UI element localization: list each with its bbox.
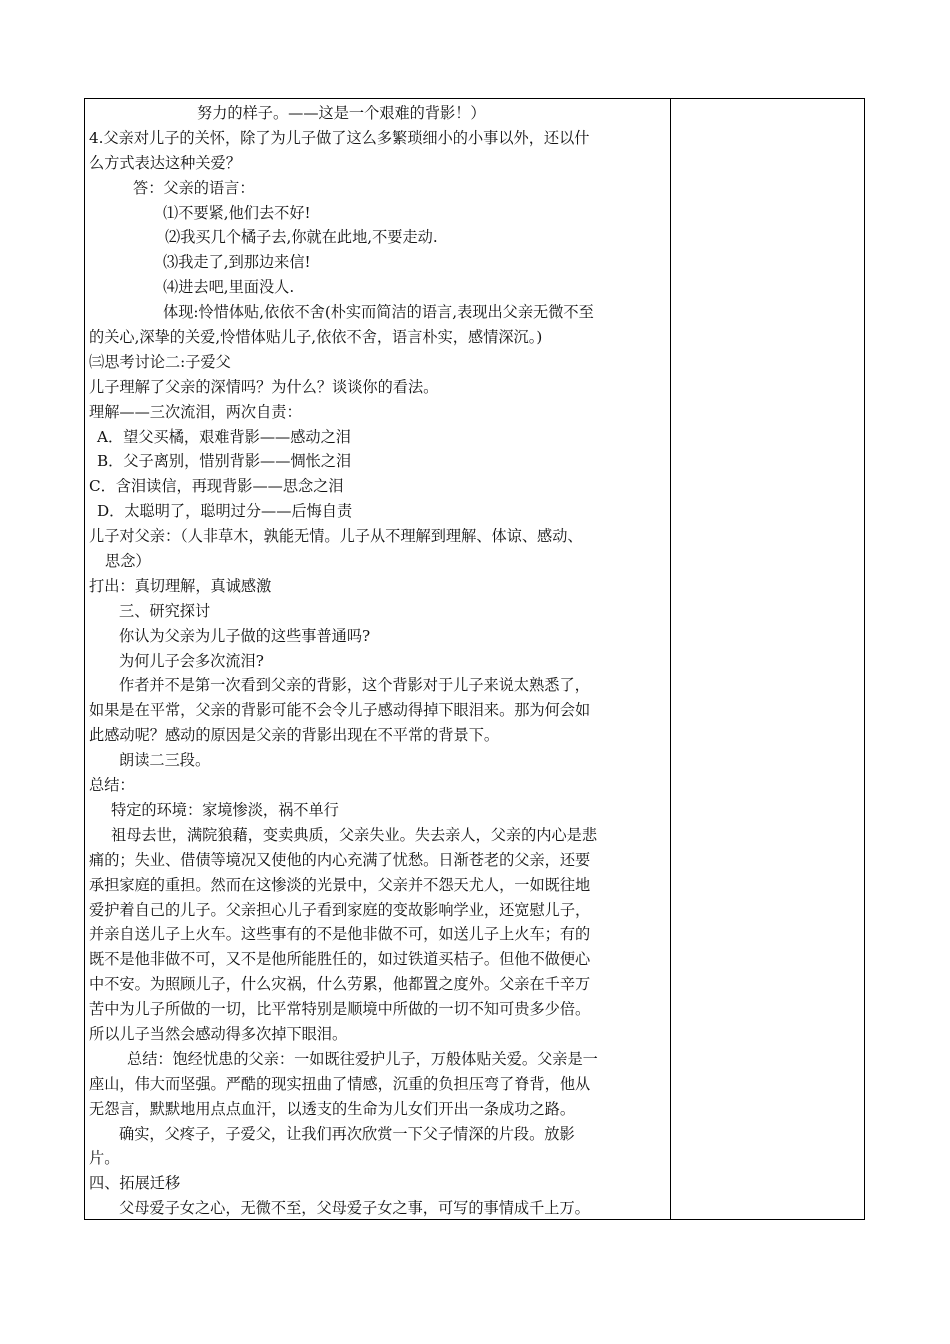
text-line: 理解——三次流泪，两次自责： <box>89 402 302 421</box>
notes-column-cell <box>671 99 864 1219</box>
text-line: ㈢思考讨论二:子爱父 <box>89 352 231 371</box>
text-line: 四、拓展迁移 <box>89 1174 181 1193</box>
text-line: 苦中为儿子所做的一切，比平常特别是顺境中所做的一切不知可贵多少倍。 <box>89 1000 591 1019</box>
text-line: 既不是他非做不可，又不是他所能胜任的，如过铁道买桔子。但他不做便心 <box>89 950 591 969</box>
text-line: C．含泪读信，再现背影——思念之泪 <box>89 477 344 496</box>
text-line: 体现:怜惜体贴,依依不舍(朴实而简洁的语言,表现出父亲无微不至 <box>163 303 594 322</box>
text-line: A．望父买橘，艰难背影——感动之泪 <box>97 427 351 446</box>
text-line: 如果是在平常，父亲的背影可能不会令儿子感动得掉下眼泪来。那为何会如 <box>89 701 591 720</box>
text-line: 儿子理解了父亲的深情吗？为什么？谈谈你的看法。 <box>89 377 439 396</box>
text-line: 所以儿子当然会感动得多次掉下眼泪。 <box>89 1024 348 1043</box>
text-line: 你认为父亲为儿子做的这些事普通吗? <box>119 626 371 645</box>
text-line: 为何儿子会多次流泪? <box>119 651 264 670</box>
text-line: ⑶我走了,到那边来信! <box>163 253 311 272</box>
main-content-cell <box>89 101 667 1221</box>
text-line: D．太聪明了，聪明过分——后悔自责 <box>97 502 353 521</box>
text-line: ⑵我买几个橘子去,你就在此地,不要走动. <box>165 228 438 247</box>
text-line: 打出：真切理解，真诚感激 <box>89 576 272 595</box>
text-line: 的关心,深挚的关爱,怜惜体贴儿子,依依不舍，语言朴实，感情深沉。) <box>89 328 543 347</box>
text-line: 努力的样子。——这是一个艰难的背影！） <box>197 104 486 122</box>
text-line: 作者并不是第一次看到父亲的背影，这个背影对于儿子来说太熟悉了， <box>119 676 590 695</box>
text-line: 承担家庭的重担。然而在这惨淡的光景中，父亲并不怨天尤人，一如既往地 <box>89 875 591 894</box>
text-line: 爱护着自己的儿子。父亲担心儿子看到家庭的变故影响学业，还宽慰儿子， <box>89 900 591 919</box>
text-line: 中不安。为照顾儿子，什么灾祸，什么劳累，他都置之度外。父亲在千辛万 <box>89 975 591 994</box>
text-line: 儿子对父亲：（人非草木，孰能无情。儿子从不理解到理解、体谅、感动、 <box>89 527 583 546</box>
text-line: 并亲自送儿子上火车。这些事有的不是他非做不可，如送儿子上火车；有的 <box>89 925 591 944</box>
text-line: ⑴不要紧,他们去不好! <box>163 203 311 222</box>
text-line: 此感动呢？感动的原因是父亲的背影出现在不平常的背景下。 <box>89 726 500 745</box>
text-line: 无怨言，默默地用点点血汗，以透支的生命为儿女们开出一条成功之路。 <box>89 1099 575 1118</box>
text-line: 痛的；失业、借债等境况又使他的内心充满了忧愁。日渐苍老的父亲，还要 <box>89 850 591 869</box>
text-line: 么方式表达这种关爱？ <box>89 153 241 172</box>
text-line: 总结： <box>89 776 135 795</box>
text-line: B．父子离别，惜别背影——惆怅之泪 <box>97 452 352 471</box>
text-line: 片。 <box>89 1149 120 1168</box>
text-line: 父母爱子女之心，无微不至，父母爱子女之事，可写的事情成千上万。 <box>119 1199 590 1218</box>
text-line: 特定的环境：家境惨淡，祸不单行 <box>111 800 339 819</box>
text-line: ⑷进去吧,里面没人. <box>163 278 295 297</box>
text-line: 三、研究探讨 <box>119 601 211 620</box>
text-line: 座山，伟大而坚强。严酷的现实扭曲了情感，沉重的负担压弯了脊背，他从 <box>89 1074 591 1093</box>
text-line: 祖母去世，满院狼藉，变卖典质，父亲失业。失去亲人，父亲的内心是悲 <box>111 825 597 844</box>
text-line: 总结：饱经忧患的父亲：一如既往爱护儿子，万般体贴关爱。父亲是一 <box>127 1049 598 1068</box>
text-line: 4.父亲对儿子的关怀，除了为儿子做了这么多繁琐细小的小事以外，还以什 <box>89 128 590 147</box>
text-line: 确实，父疼子，子爱父，让我们再次欣赏一下父子情深的片段。放影 <box>119 1124 575 1143</box>
text-line: 答：父亲的语言： <box>133 178 255 197</box>
text-line: 朗读二三段。 <box>119 751 211 770</box>
text-line: 思念） <box>105 552 151 571</box>
lesson-plan-table <box>84 98 865 1220</box>
